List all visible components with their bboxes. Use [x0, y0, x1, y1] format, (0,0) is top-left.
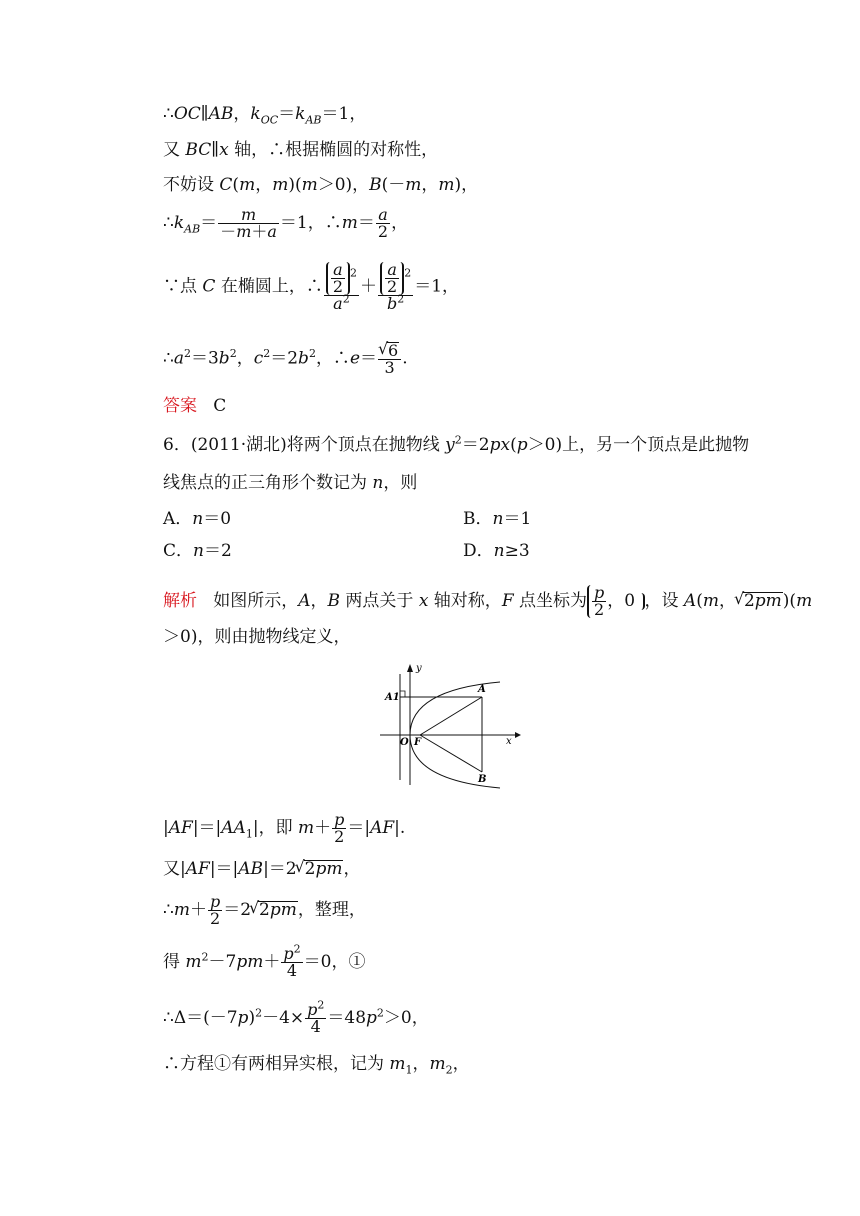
point-a-label: A [478, 684, 486, 695]
question-source: (2011·湖北) [190, 435, 287, 455]
analysis-label: 解析 [163, 591, 197, 611]
line-2: 又 BC∥x 轴，∴根据椭圆的对称性， [163, 140, 439, 160]
option-b: B．n＝1 [463, 509, 532, 529]
step-4: 得 $m^2-7pm+$ $\frac{p^2}{4}$ ＝0，① [163, 942, 366, 980]
answer-line [163, 398, 226, 415]
line-6: $\therefore a^2=3b^2$，$c^2=2b^2$，∴e＝ √ $\frac{6}{3}$ . [163, 342, 408, 376]
question-6-line-1: 6．(2011·湖北)将两个顶点在抛物线 $y^2=2px(p>0)$上，另一个顶点是此抛物 [163, 433, 750, 455]
segment-fa [420, 697, 482, 735]
option-c: C．n＝2 [163, 541, 232, 561]
analysis-line-1: 解析 如图所示，A，B 两点关于 x 轴对称，F 点坐标为 $\frac{p}{2}$ ，0 ，设 A(m，√ 2pm)(m [163, 585, 812, 618]
segment-fb [420, 735, 482, 772]
step-6: ∴方程①有两相异实根，记为 $m_1$，$m_2$， [163, 1054, 470, 1077]
line-3: 不妨设 C(m，m)(m＞0)，B(－m，m)， [163, 175, 479, 195]
step-2: 又|AF|＝|AB|＝2√ 2pm， [163, 860, 360, 878]
point-a1-label: A1 [385, 692, 400, 703]
parabola-figure [380, 660, 540, 790]
point-b-label: B [478, 774, 487, 785]
step-3: ∴m＋ $\frac{p}{2}$ ＝2√ 2pm，整理， [163, 894, 366, 927]
step-1: $|AF|=|AA_1|$，即 m＋ $\frac{p}{2}$ ＝|AF|. [163, 810, 406, 846]
answer-value: C [213, 396, 227, 416]
answer-label: 答案 [163, 396, 197, 416]
line-1: ∴OC∥AB，$k_{OC}=k_{AB}=1$， [163, 104, 367, 127]
line-4: $\therefore k_{AB}=$ $\frac{m}{-m+a}$ ＝1，∴m＝ $\frac{a}{2}$ ， [163, 205, 409, 241]
focus-label: F [414, 737, 422, 748]
step-5: $\therefore\Delta=(-7p)^2-4\times$ $\frac{p^2}{4}$ $=48p^2>0$， [163, 998, 429, 1036]
x-axis-label: x [506, 736, 512, 747]
origin-label: O [400, 737, 409, 748]
option-d: D．n≥3 [463, 541, 530, 561]
question-6-line-2: 线焦点的正三角形个数记为 n，则 [163, 473, 418, 493]
analysis-line-2: ＞0)，则由抛物线定义， [163, 627, 351, 647]
line-5: ∵点 C 在椭圆上，∴ $\frac{a}{2}$ $^2$ $a^2$ ＋ $\frac{a}{2}$ $^2$ $b^2$ ＝1， [163, 260, 460, 313]
y-axis-label: y [416, 663, 422, 674]
option-a: A．n＝0 [163, 509, 232, 529]
